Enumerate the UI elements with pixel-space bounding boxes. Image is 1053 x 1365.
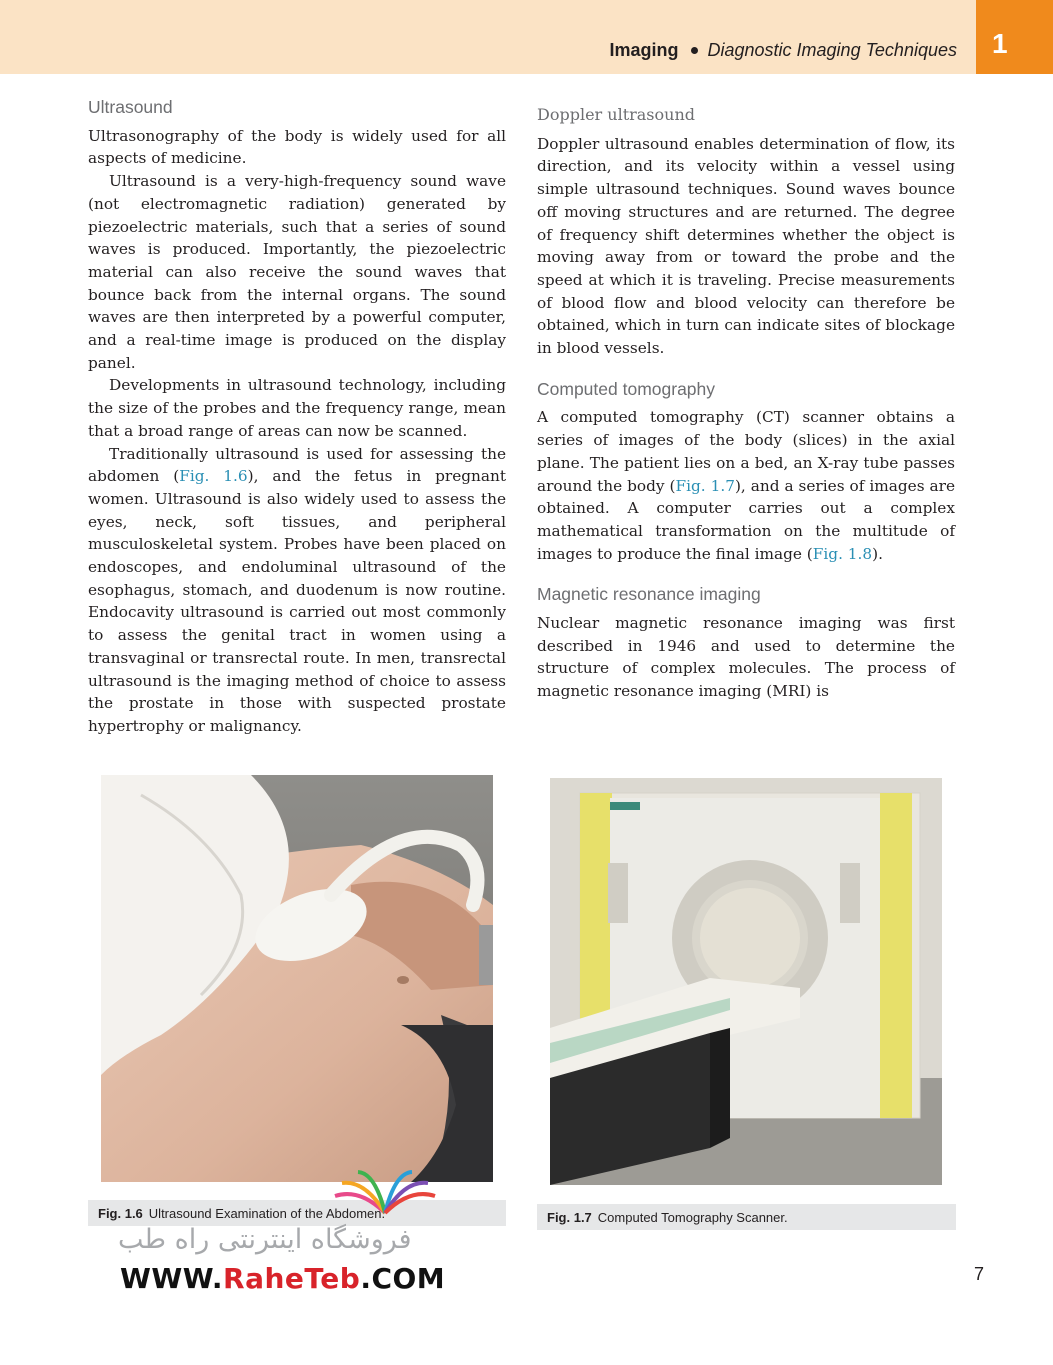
figure-1-7-label: Fig. 1.7 — [547, 1210, 592, 1225]
page-number: 7 — [974, 1264, 985, 1284]
watermark-url-brand: RaheTeb — [223, 1262, 361, 1295]
chapter-number: 1 — [992, 28, 1008, 59]
paragraph-text: Traditionally ultrasound is used for assessing the abdomen ( — [88, 444, 506, 486]
watermark-url[interactable] — [120, 1262, 445, 1295]
header-section: Imaging — [609, 40, 679, 60]
ct-scanner-photo — [550, 778, 942, 1185]
ultrasound-exam-photo — [101, 775, 493, 1182]
watermark-store-name: فروشگاه اینترنتی راه طب — [118, 1224, 412, 1255]
heading-doppler: Doppler ultrasound — [537, 105, 695, 124]
header-subsection: Diagnostic Imaging Techniques — [707, 40, 957, 60]
figure-1-6-label: Fig. 1.6 — [98, 1206, 143, 1221]
doppler-paragraph: Doppler ultrasound enables determination of flow, its direction, and its velocity within a vessel using simple ultrasound techniques. Sound waves bounce off moving structures and are returned. The degree of frequency shift determines whether the object is moving away from or toward the probe and the speed at which it is traveling. Precise measurements of blood flow and blood velocity can therefore be obtained, which in turn can indicate sites of blockage in blood vessels. — [537, 134, 955, 358]
ultrasound-exam-illustration — [101, 775, 493, 1182]
paragraph-text: ), and a series of images are obtained. A computer carries out a complex mathematical transformation on the multitude of images to produce the final image ( — [537, 476, 955, 563]
book-logo-icon — [330, 1168, 440, 1218]
watermark-url-suffix: .COM — [360, 1262, 446, 1295]
figure-1-7-caption-text: Computed Tomography Scanner. — [597, 1210, 788, 1225]
figure-link-1-6[interactable]: Fig. 1.6 — [179, 467, 248, 486]
right-column — [537, 104, 955, 703]
figure-link-1-8[interactable]: Fig. 1.8 — [812, 544, 873, 563]
paragraph-text: A computed tomography (CT) scanner obtains a series of images of the body (slices) in the axial plane. The patient lies on a bed, an X-ray tube passes around the body ( — [537, 408, 955, 495]
ultrasound-paragraph-2: Ultrasound is a very-high-frequency sound wave (not electromagnetic radiation) generated by piezoelectric materials, such that a series of sound waves is produced. Importantly, the piezoelectric material can also receive the sound waves that bounce back from the internal organs. The sound waves are then interpreted by a powerful computer, and a real-time image is produced on the display panel. — [88, 172, 506, 372]
ultrasound-paragraph-1: Ultrasonography of the body is widely used for all aspects of medicine. — [88, 126, 506, 168]
heading-computed-tomography: Computed tomography — [537, 378, 716, 399]
left-column — [88, 96, 506, 738]
bullet-icon — [691, 47, 698, 54]
heading-mri: Magnetic resonance imaging — [537, 584, 761, 605]
watermark-url-prefix: WWW. — [120, 1262, 224, 1295]
ultrasound-paragraph-4 — [88, 443, 506, 738]
figure-link-1-7[interactable]: Fig. 1.7 — [675, 476, 735, 495]
heading-ultrasound: Ultrasound — [88, 97, 173, 117]
ct-paragraph — [537, 406, 955, 565]
ultrasound-paragraph-3: Developments in ultrasound technology, including the size of the probes and the frequency range, mean that a broad range of areas can now be scanned. — [88, 376, 506, 440]
figure-1-7-caption — [537, 1204, 956, 1230]
figure-1-6-caption — [88, 1200, 506, 1226]
running-header-title — [609, 40, 957, 61]
ct-scanner-illustration — [550, 778, 942, 1185]
chapter-tab — [976, 0, 1053, 74]
paragraph-text: ). — [872, 544, 883, 563]
running-header — [0, 0, 976, 74]
mri-paragraph: Nuclear magnetic resonance imaging was first described in 1946 and used to determine the structure of complex molecules. The process of magnetic resonance imaging (MRI) is — [537, 614, 955, 701]
paragraph-text: ), and the fetus in pregnant women. Ultrasound is also widely used to assess the eyes, neck, soft tissues, and peripheral musculoskeletal system. Probes have been placed on endoscopes, and endoluminal ultrasound of the esophagus, stomach, and duodenum is now routine. Endocavity ultrasound is carried out most commonly to assess the genital tract in women using a transvaginal or transrectal route. In men, transrectal ultrasound is the imaging method of choice to assess the prostate in those with suspected prostate hypertrophy or malignancy. — [88, 467, 507, 735]
figure-1-6-caption-text: Ultrasound Examination of the Abdomen. — [148, 1206, 386, 1221]
